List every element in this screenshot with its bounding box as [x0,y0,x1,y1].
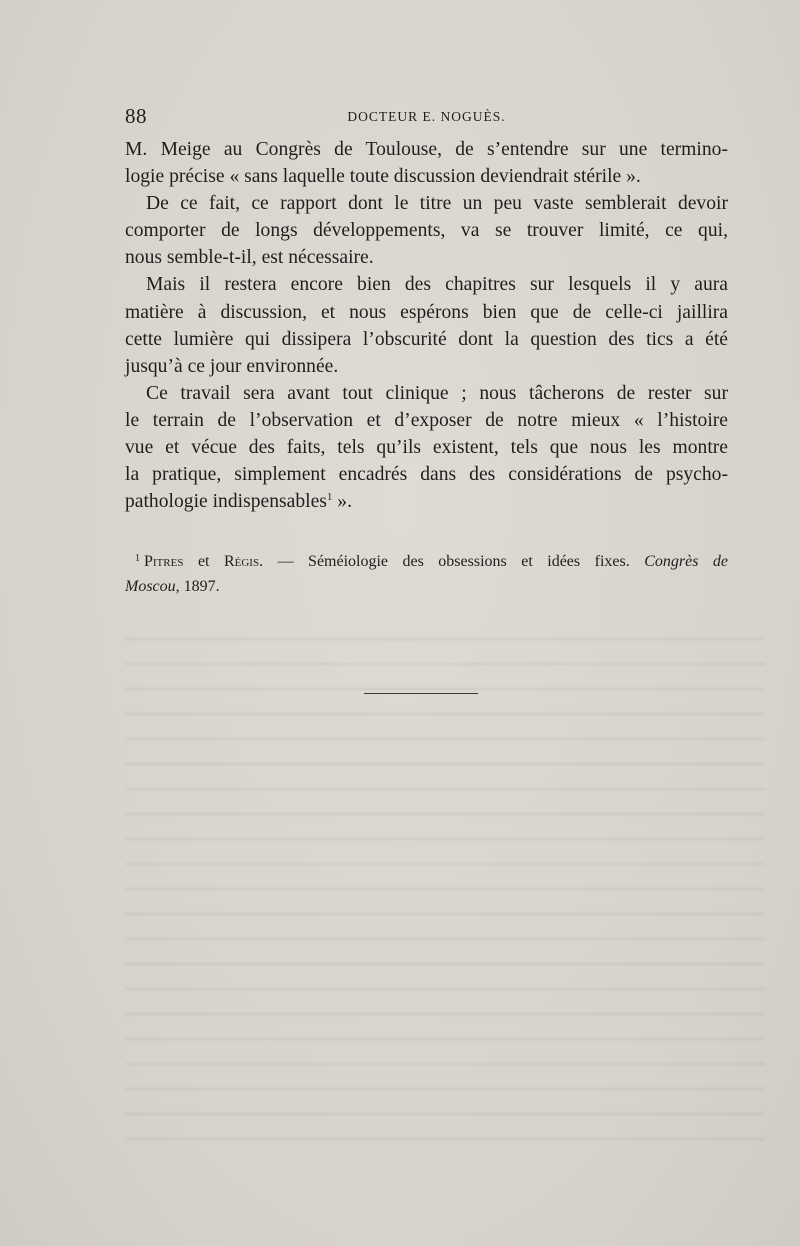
text-line: cette lumière qui dissipera l’obscurité dont la question des tics a été [125,328,728,350]
footnote-venue: Congrès de [644,553,729,570]
text-line: jusqu’à ce jour environnée. [125,355,339,377]
text-line: comporter de longs développements, va se trouver limité, ce qui, [125,220,728,242]
footnote-year: , 1897. [175,578,220,595]
text-line: nous semble-t-il, est nécessaire. [125,247,374,269]
footnote-reference[interactable]: 1 [326,491,333,504]
text-line-final [125,488,728,515]
page-header [125,104,728,128]
footnote-author: Régis [223,553,260,570]
footnote-mark: 1 [135,553,140,564]
paragraph-4 [125,380,728,515]
footnote-conjunction: et [183,553,224,570]
closing-quote: ». [332,491,352,513]
main-text [125,136,728,515]
text-line: De ce fait, ce rapport dont le titre un peu vaste semblerait devoir [146,193,728,215]
text-line: vue et vécue des faits, tels qu’ils existent, tels que nous les montre [125,437,728,459]
text-line: Mais il restera encore bien des chapitres sur lesquels il y aura [146,274,728,296]
section-divider [364,693,478,694]
footnote-line [125,574,728,599]
paragraph-2 [125,190,728,271]
text-line: Ce travail sera avant tout clinique ; nous tâcherons de rester sur [146,382,728,404]
text-line: la pratique, simplement encadrés dans des considérations de psycho- [125,464,728,486]
running-head: DOCTEUR E. NOGUÈS. [347,109,506,124]
footnote-line [125,546,728,574]
footnote [125,546,728,599]
text-line: logie précise « sans laquelle toute discussion deviendrait stérile ». [125,166,641,188]
text-line: matière à discussion, et nous espérons bien que de celle-ci jaillira [125,301,728,323]
page-number: 88 [125,104,147,128]
footnote-venue-city: Moscou [125,578,176,595]
text-line: pathologie indispensables [125,491,327,513]
text-line: M. Meige au Congrès de Toulouse, de s’entendre sur une termino- [125,139,728,160]
footnote-title: . — Séméiologie des obsessions et idées fixes. [259,553,645,570]
show-through-text [125,620,765,1140]
paragraph-3 [125,271,728,379]
text-line: le terrain de l’observation et d’exposer de notre mieux « l’histoire [125,409,728,431]
footnote-author: Pitres [144,553,184,570]
paragraph-1 [125,136,728,190]
